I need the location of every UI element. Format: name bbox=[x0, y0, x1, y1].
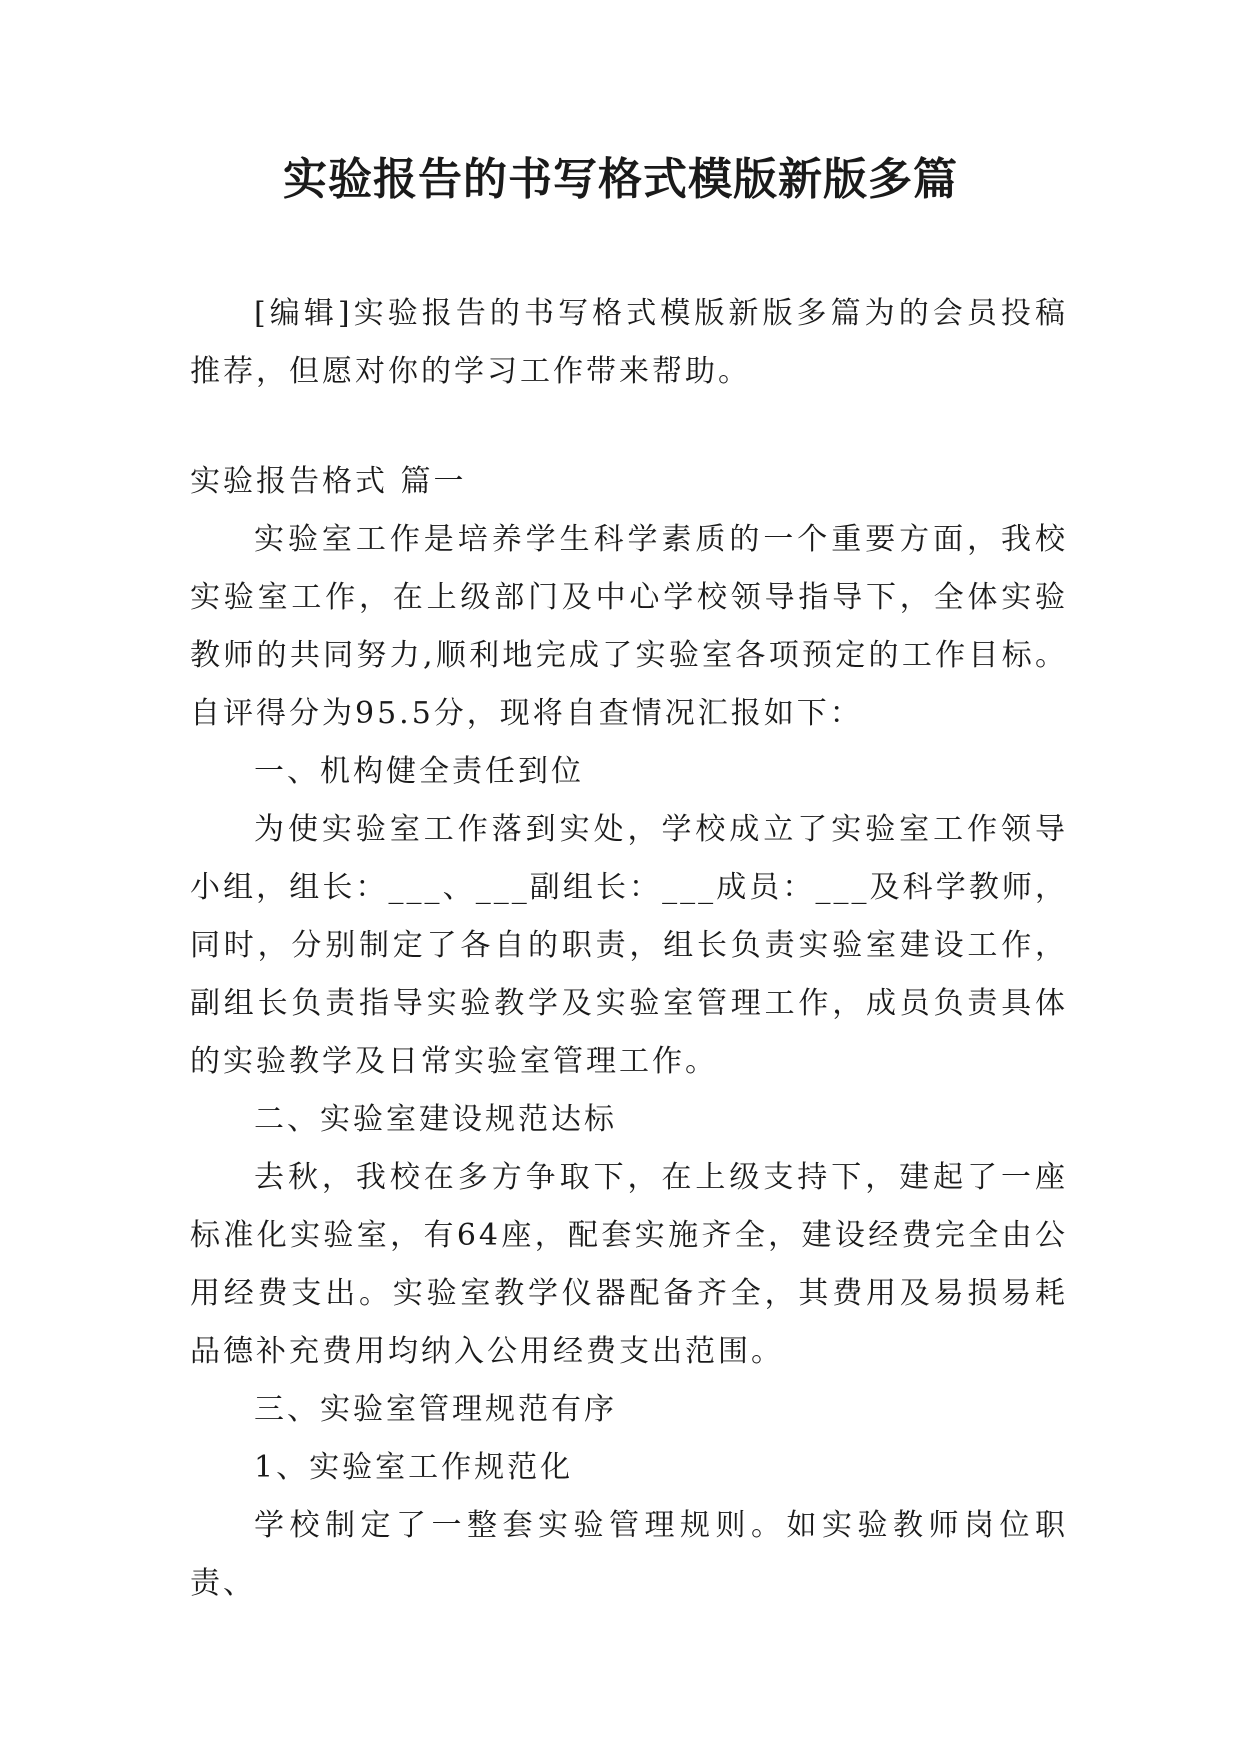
body-subheading: 1、实验室工作规范化 bbox=[254, 1450, 574, 1485]
body-paragraph: 学校制定了一整套实验管理规则。如实验教师岗位职责、 bbox=[190, 1508, 1068, 1601]
section-title: 实验报告格式 篇一 bbox=[190, 464, 467, 499]
body-paragraph: 实验室工作是培养学生科学素质的一个重要方面，我校实验室工作，在上级部门及中心学校领导指导下，全体实验教师的共同努力,顺利地完成了实验室各项预定的工作目标。自评得分为95.5分，现将自查情况汇报如下： bbox=[190, 522, 1068, 731]
intro-paragraph: [编辑]实验报告的书写格式模版新版多篇为的会员投稿推荐，但愿对你的学习工作带来帮助。 bbox=[190, 296, 1068, 389]
body-paragraph: 为使实验室工作落到实处，学校成立了实验室工作领导小组，组长：___、___副组长：___成员：___及科学教师，同时，分别制定了各自的职责，组长负责实验室建设工作，副组长负责指导实验教学及实验室管理工作，成员负责具体的实验教学及日常实验室管理工作。 bbox=[190, 812, 1068, 1079]
body-paragraph: 去秋，我校在多方争取下，在上级支持下，建起了一座标准化实验室，有64座，配套实施齐全，建设经费完全由公用经费支出。实验室教学仪器配备齐全，其费用及易损易耗品德补充费用均纳入公用经费支出范围。 bbox=[190, 1160, 1068, 1369]
body-heading: 一、机构健全责任到位 bbox=[254, 754, 584, 789]
document-body bbox=[190, 285, 1068, 1613]
body-heading: 三、实验室管理规范有序 bbox=[254, 1392, 617, 1427]
body-heading: 二、实验室建设规范达标 bbox=[254, 1102, 617, 1137]
document-title: 实验报告的书写格式模版新版多篇 bbox=[283, 154, 958, 205]
